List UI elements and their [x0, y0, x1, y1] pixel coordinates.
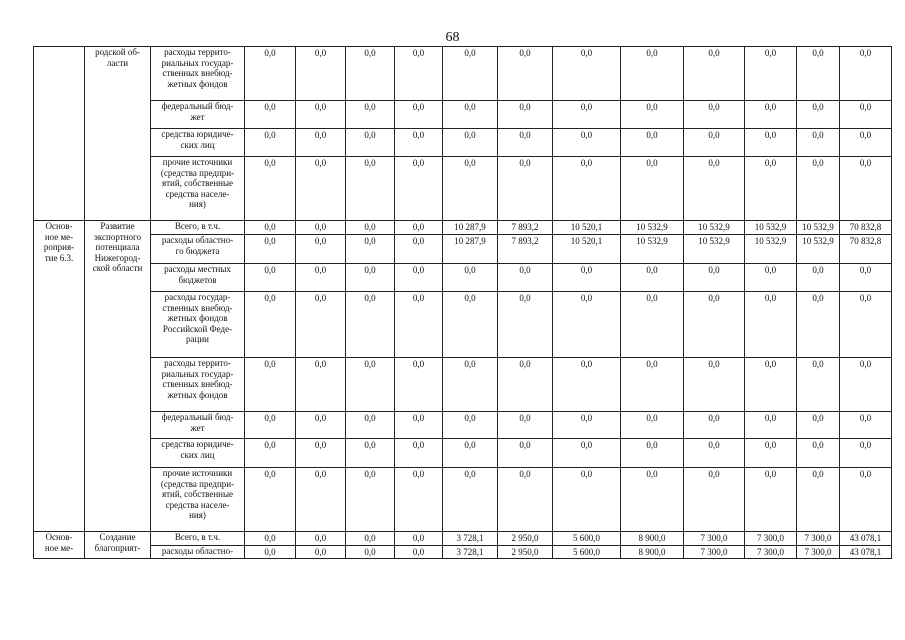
- value-cell: 0,0: [745, 468, 797, 532]
- value-cell: 0,0: [395, 292, 443, 358]
- value-cell: 0,0: [797, 358, 840, 412]
- value-cell: 0,0: [395, 264, 443, 292]
- value-cell: 0,0: [840, 101, 892, 129]
- value-cell: 0,0: [621, 292, 684, 358]
- value-cell: 43 078,1: [840, 532, 892, 546]
- value-cell: 0,0: [745, 47, 797, 101]
- value-cell: 0,0: [840, 47, 892, 101]
- value-cell: 0,0: [621, 468, 684, 532]
- table-row: [34, 129, 892, 157]
- value-cell: 0,0: [245, 439, 296, 468]
- value-cell: 0,0: [840, 468, 892, 532]
- value-cell: 10 520,1: [553, 221, 621, 235]
- value-cell: 0,0: [346, 129, 395, 157]
- value-cell: 0,0: [498, 157, 553, 221]
- value-cell: 0,0: [553, 157, 621, 221]
- value-cell: 0,0: [840, 264, 892, 292]
- value-cell: 10 287,9: [443, 221, 498, 235]
- page-number: 68: [445, 30, 460, 45]
- value-cell: 0,0: [553, 47, 621, 101]
- table-row: [34, 292, 892, 358]
- value-cell: 0,0: [840, 292, 892, 358]
- value-cell: 0,0: [245, 129, 296, 157]
- value-cell: 0,0: [395, 221, 443, 235]
- value-cell: 0,0: [621, 264, 684, 292]
- value-cell: 0,0: [395, 129, 443, 157]
- value-cell: 0,0: [553, 468, 621, 532]
- funding-source-cell: расходы государ- ственных внебюд- жетных фондов Российской Феде- рации: [151, 292, 245, 358]
- value-cell: 0,0: [245, 235, 296, 264]
- value-cell: 0,0: [395, 47, 443, 101]
- value-cell: 0,0: [684, 412, 745, 439]
- value-cell: 0,0: [553, 101, 621, 129]
- table-row: [34, 412, 892, 439]
- value-cell: 0,0: [684, 292, 745, 358]
- value-cell: 0,0: [553, 358, 621, 412]
- activity-code-cell: Основ- ное ме-: [34, 532, 85, 559]
- value-cell: 0,0: [621, 101, 684, 129]
- value-cell: 0,0: [245, 532, 296, 546]
- funding-source-cell: федеральный бюд- жет: [151, 412, 245, 439]
- value-cell: 0,0: [245, 468, 296, 532]
- value-cell: 0,0: [346, 221, 395, 235]
- value-cell: 0,0: [395, 468, 443, 532]
- value-cell: 7 300,0: [745, 532, 797, 546]
- funding-source-cell: Всего, в т.ч.: [151, 532, 245, 546]
- value-cell: 7 300,0: [745, 545, 797, 559]
- funding-source-cell: расходы террито- риальных государ- ственных внебюд- жетных фондов: [151, 358, 245, 412]
- table-row: [34, 468, 892, 532]
- value-cell: 0,0: [621, 358, 684, 412]
- value-cell: 0,0: [346, 468, 395, 532]
- value-cell: 0,0: [745, 292, 797, 358]
- value-cell: 0,0: [553, 292, 621, 358]
- value-cell: 70 832,8: [840, 221, 892, 235]
- value-cell: 0,0: [245, 545, 296, 559]
- funding-source-cell: расходы областно- го бюджета: [151, 235, 245, 264]
- value-cell: 7 893,2: [498, 221, 553, 235]
- value-cell: 0,0: [621, 412, 684, 439]
- value-cell: 0,0: [840, 412, 892, 439]
- value-cell: 0,0: [346, 101, 395, 129]
- table-row: [34, 157, 892, 221]
- value-cell: 10 287,9: [443, 235, 498, 264]
- value-cell: 0,0: [443, 468, 498, 532]
- value-cell: 0,0: [245, 157, 296, 221]
- value-cell: 0,0: [684, 468, 745, 532]
- value-cell: 0,0: [498, 412, 553, 439]
- value-cell: 7 300,0: [797, 545, 840, 559]
- funding-source-cell: прочие источники (средства предпри- ятий, собственные средства населе- ния): [151, 468, 245, 532]
- value-cell: 0,0: [498, 129, 553, 157]
- value-cell: 0,0: [245, 358, 296, 412]
- funding-source-cell: средства юридиче- ских лиц: [151, 439, 245, 468]
- value-cell: 3 728,1: [443, 545, 498, 559]
- value-cell: 0,0: [797, 47, 840, 101]
- value-cell: 0,0: [245, 47, 296, 101]
- value-cell: 2 950,0: [498, 545, 553, 559]
- value-cell: 0,0: [553, 264, 621, 292]
- value-cell: 0,0: [498, 47, 553, 101]
- value-cell: 0,0: [840, 439, 892, 468]
- value-cell: 0,0: [797, 129, 840, 157]
- value-cell: 0,0: [621, 439, 684, 468]
- value-cell: 0,0: [346, 292, 395, 358]
- value-cell: 0,0: [797, 439, 840, 468]
- value-cell: 0,0: [684, 264, 745, 292]
- value-cell: 0,0: [621, 157, 684, 221]
- value-cell: 0,0: [443, 439, 498, 468]
- table-row: [34, 101, 892, 129]
- value-cell: 0,0: [443, 358, 498, 412]
- value-cell: 10 532,9: [621, 221, 684, 235]
- value-cell: 0,0: [296, 532, 346, 546]
- value-cell: 5 600,0: [553, 545, 621, 559]
- value-cell: 0,0: [296, 292, 346, 358]
- value-cell: 0,0: [296, 545, 346, 559]
- value-cell: 0,0: [443, 129, 498, 157]
- value-cell: 0,0: [745, 412, 797, 439]
- value-cell: 7 893,2: [498, 235, 553, 264]
- value-cell: 0,0: [498, 264, 553, 292]
- value-cell: 0,0: [498, 292, 553, 358]
- value-cell: 0,0: [745, 264, 797, 292]
- funding-source-cell: прочие источники (средства предпри- ятий, собственные средства населе- ния): [151, 157, 245, 221]
- value-cell: 0,0: [684, 101, 745, 129]
- value-cell: 0,0: [346, 157, 395, 221]
- value-cell: 0,0: [745, 101, 797, 129]
- value-cell: 0,0: [443, 292, 498, 358]
- value-cell: 0,0: [245, 221, 296, 235]
- value-cell: 0,0: [797, 264, 840, 292]
- funding-source-cell: средства юридиче- ских лиц: [151, 129, 245, 157]
- value-cell: 0,0: [395, 157, 443, 221]
- value-cell: 7 300,0: [797, 532, 840, 546]
- value-cell: 2 950,0: [498, 532, 553, 546]
- value-cell: 0,0: [797, 157, 840, 221]
- value-cell: 0,0: [296, 235, 346, 264]
- value-cell: 43 078,1: [840, 545, 892, 559]
- value-cell: 0,0: [346, 532, 395, 546]
- value-cell: 0,0: [745, 157, 797, 221]
- value-cell: 3 728,1: [443, 532, 498, 546]
- value-cell: 0,0: [296, 358, 346, 412]
- activity-code-cell: Основ- ное ме- роприя- тие 6.3.: [34, 221, 85, 532]
- value-cell: 0,0: [498, 101, 553, 129]
- value-cell: 0,0: [621, 129, 684, 157]
- value-cell: 0,0: [395, 101, 443, 129]
- value-cell: 5 600,0: [553, 532, 621, 546]
- activity-code-cell: [34, 47, 85, 221]
- value-cell: 0,0: [346, 545, 395, 559]
- table-row: [34, 532, 892, 546]
- value-cell: 0,0: [797, 412, 840, 439]
- table-row: [34, 221, 892, 235]
- funding-source-cell: расходы террито- риальных государ- ственных внебюд- жетных фондов: [151, 47, 245, 101]
- value-cell: 10 532,9: [745, 235, 797, 264]
- value-cell: 7 300,0: [684, 532, 745, 546]
- value-cell: 0,0: [553, 129, 621, 157]
- value-cell: 0,0: [395, 545, 443, 559]
- value-cell: 0,0: [395, 235, 443, 264]
- value-cell: 0,0: [498, 468, 553, 532]
- value-cell: 8 900,0: [621, 545, 684, 559]
- value-cell: 0,0: [296, 264, 346, 292]
- value-cell: 10 532,9: [684, 235, 745, 264]
- value-cell: 10 532,9: [797, 221, 840, 235]
- funding-source-cell: Всего, в т.ч.: [151, 221, 245, 235]
- value-cell: 0,0: [245, 412, 296, 439]
- value-cell: 0,0: [797, 468, 840, 532]
- value-cell: 0,0: [498, 439, 553, 468]
- value-cell: 0,0: [797, 101, 840, 129]
- value-cell: 0,0: [684, 358, 745, 412]
- value-cell: 0,0: [553, 412, 621, 439]
- value-cell: 7 300,0: [684, 545, 745, 559]
- value-cell: 0,0: [245, 292, 296, 358]
- value-cell: 0,0: [346, 439, 395, 468]
- funding-source-cell: федеральный бюд- жет: [151, 101, 245, 129]
- value-cell: 0,0: [443, 157, 498, 221]
- value-cell: 0,0: [245, 101, 296, 129]
- table-row: [34, 358, 892, 412]
- value-cell: 0,0: [346, 47, 395, 101]
- funding-source-cell: расходы областно-: [151, 545, 245, 559]
- value-cell: 0,0: [684, 129, 745, 157]
- activity-name-cell: Развитие экспортного потенциала Нижегород- ской области: [85, 221, 151, 532]
- value-cell: 0,0: [443, 47, 498, 101]
- value-cell: 0,0: [346, 412, 395, 439]
- value-cell: 10 520,1: [553, 235, 621, 264]
- value-cell: 0,0: [443, 264, 498, 292]
- table-row: [34, 439, 892, 468]
- value-cell: 8 900,0: [621, 532, 684, 546]
- value-cell: 0,0: [840, 129, 892, 157]
- value-cell: 0,0: [296, 47, 346, 101]
- value-cell: 0,0: [296, 129, 346, 157]
- value-cell: 0,0: [745, 129, 797, 157]
- value-cell: 10 532,9: [797, 235, 840, 264]
- value-cell: 0,0: [840, 358, 892, 412]
- value-cell: 0,0: [684, 47, 745, 101]
- table-body: [34, 47, 892, 559]
- value-cell: 0,0: [684, 439, 745, 468]
- activity-name-cell: родской об- ласти: [85, 47, 151, 221]
- value-cell: 0,0: [296, 157, 346, 221]
- value-cell: 0,0: [840, 157, 892, 221]
- value-cell: 0,0: [553, 439, 621, 468]
- value-cell: 0,0: [296, 221, 346, 235]
- value-cell: 0,0: [443, 412, 498, 439]
- value-cell: 70 832,8: [840, 235, 892, 264]
- value-cell: 0,0: [684, 157, 745, 221]
- value-cell: 0,0: [443, 101, 498, 129]
- value-cell: 0,0: [245, 264, 296, 292]
- value-cell: 0,0: [797, 292, 840, 358]
- value-cell: 0,0: [745, 358, 797, 412]
- value-cell: 0,0: [395, 439, 443, 468]
- value-cell: 0,0: [296, 439, 346, 468]
- table-row: [34, 235, 892, 264]
- value-cell: 0,0: [296, 412, 346, 439]
- value-cell: 0,0: [296, 101, 346, 129]
- value-cell: 0,0: [296, 468, 346, 532]
- table-row: [34, 47, 892, 101]
- funding-source-cell: расходы местных бюджетов: [151, 264, 245, 292]
- value-cell: 10 532,9: [621, 235, 684, 264]
- value-cell: 0,0: [745, 439, 797, 468]
- value-cell: 10 532,9: [745, 221, 797, 235]
- value-cell: 0,0: [621, 47, 684, 101]
- value-cell: 0,0: [498, 358, 553, 412]
- value-cell: 10 532,9: [684, 221, 745, 235]
- value-cell: 0,0: [346, 235, 395, 264]
- table-row: [34, 264, 892, 292]
- budget-table: [33, 46, 892, 559]
- value-cell: 0,0: [395, 532, 443, 546]
- activity-name-cell: Создание благоприят-: [85, 532, 151, 559]
- value-cell: 0,0: [346, 358, 395, 412]
- value-cell: 0,0: [395, 358, 443, 412]
- value-cell: 0,0: [346, 264, 395, 292]
- table-row: [34, 545, 892, 559]
- value-cell: 0,0: [395, 412, 443, 439]
